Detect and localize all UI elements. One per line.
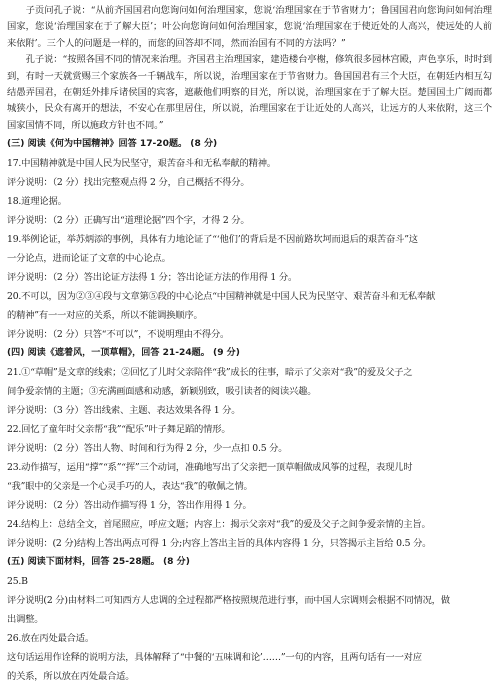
scoring-note-20: 评分说明：（2 分）只答“不可以”，不说明理由不得分。 — [7, 329, 230, 341]
scoring-note-21: 评分说明：（3 分）答出线索、主题、表达效果各得 1 分。 — [7, 405, 241, 417]
scoring-note-23: 评分说明：（2 分）答出动作描写得 1 分，答出作用得 1 分。 — [7, 500, 252, 512]
answer-list — [7, 135, 492, 686]
answer-23: 23.动作描写，运用“撑”“系”“挥”三个动词，准确地写出了父亲把一顶草帽做成风筝的过程，表现儿时 — [7, 462, 413, 474]
answer-23-cont: “我”眼中的父亲是一个心灵手巧的人，表达“我”的敬佩之情。 — [7, 481, 253, 493]
answer-26-explanation: 这句话运用作诠释的说明方法，具体解释了“中餐的‘五味调和论’……”一句的内容，且两句话有一一对应 — [7, 652, 422, 664]
answer-19: 19.举例论证，举苏炳添的事例，具体有力地论证了“‘他们’的背后是不因前路坎坷而退后的艰苦奋斗”这 — [7, 234, 418, 246]
answer-17: 17.中国精神就是中国人民为民坚守，艰苦奋斗和无私奉献的精神。 — [7, 158, 276, 170]
scoring-note-17: 评分说明：（2 分）找出完整观点得 2 分，自己概括不得分。 — [7, 177, 250, 189]
translation-passage — [7, 3, 492, 134]
scoring-note-22: 评分说明：（2 分）答出人物、时间和行为得 2 分，少一点扣 0.5 分。 — [7, 443, 288, 455]
scoring-note-25-cont: 出调整。 — [7, 614, 44, 626]
section-heading-3: (三) 阅读《何为中国精神》回答 17-20题。 (8 分) — [7, 139, 218, 150]
answer-20-cont: 的精神”有一一对应的关系，所以不能调换顺序。 — [7, 310, 203, 322]
answer-21-cont: 间争爱亲情的主题；③充满画面感和动感，新颖别致，吸引读者的阅读兴趣。 — [7, 386, 317, 398]
answer-24: 24.结构上：总结全文，首尾照应，呼应文题；内容上：揭示父亲对“我”的爱及父子之间争爱亲情的主旨。 — [7, 519, 431, 531]
answer-18: 18.道理论据。 — [7, 196, 67, 208]
scoring-note-18: 评分说明：（2 分）正确写出“道理论据”四个字，才得 2 分。 — [7, 215, 250, 227]
answer-21: 21.①“草帽”是文章的线索；②回忆了儿时父亲陪伴“我”成长的往事，暗示了父亲对“我”的爱及父子之 — [7, 367, 413, 379]
answer-26-explanation-cont: 的关系，所以放在丙处最合适。 — [7, 671, 135, 683]
answer-25: 25.B — [7, 576, 28, 588]
answer-20: 20.不可以，因为②③④段与文章第⑤段的中心论点“中国精神就是中国人民为民坚守、艰苦奋斗和无私奉献 — [7, 291, 436, 303]
answer-26: 26.放在丙处最合适。 — [7, 633, 94, 645]
section-heading-4: (四) 阅读《遮着风，一顶草帽》，回答 21-24题。 (9 分) — [7, 348, 240, 359]
section-heading-5: (五) 阅读下面材料，回答 25-28题。 (8 分) — [7, 557, 190, 568]
answer-19-cont: 一分论点，进而论证了文章的中心论点。 — [7, 253, 171, 265]
scoring-note-19: 评分说明：（2 分）答出论证方法得 1 分；答出论证方法的作用得 1 分。 — [7, 272, 298, 284]
translation-paragraph-2: 孔子说：“按照各国不同的情况来治理。齐国君主治理国家，建造楼台亭榭，修筑很多园林宫殿，声色享乐，时时到到，有时一天就赏赐三个家族各一千辆战车，所以说，治理国家在于节省财力。鲁国国君有三个大臣，在朝廷内相互勾结愚弄国君，在朝廷外排斥诸侯国的宾客，遮蔽他们明察的目光，所以说，治理国家在于了解大臣。楚国国土广阔而都城狭小，民众有离开的想法，不安心在那里居住，所以说，治理国家在于让近处的人高兴，让远方的人来依附，这三个国家国情不同，所以施政方针也不同。” — [7, 54, 492, 131]
translation-paragraph-1: 子贡问孔子说：“从前齐国国君向您询问如何治理国家，您说‘治理国家在于节省财力’；鲁国国君向您询问如何治理国家，您说‘治理国家在于了解大臣’；叶公向您询问如何治理国家，您说‘治理国家在于使近处的人高兴，使远处的人前来依附’。三个人的问题是一样的，而您的回答却不同，然而治国有不同的方法吗？” — [7, 5, 492, 49]
scoring-note-24: 评分说明：(2 分)结构上答出两点可得 1 分;内容上答出主旨的具体内容得 1 分，只答揭示主旨给 0.5 分。 — [7, 538, 432, 550]
answer-22: 22.回忆了童年时父亲帮“我”“配乐”叶子舞足蹈的情形。 — [7, 424, 231, 436]
scoring-note-25: 评分说明(2 分)由材料二可知西方人忠调的全过程都严格按照规范进行事，而中国人宗调则会根据不同情况，做 — [7, 595, 450, 607]
